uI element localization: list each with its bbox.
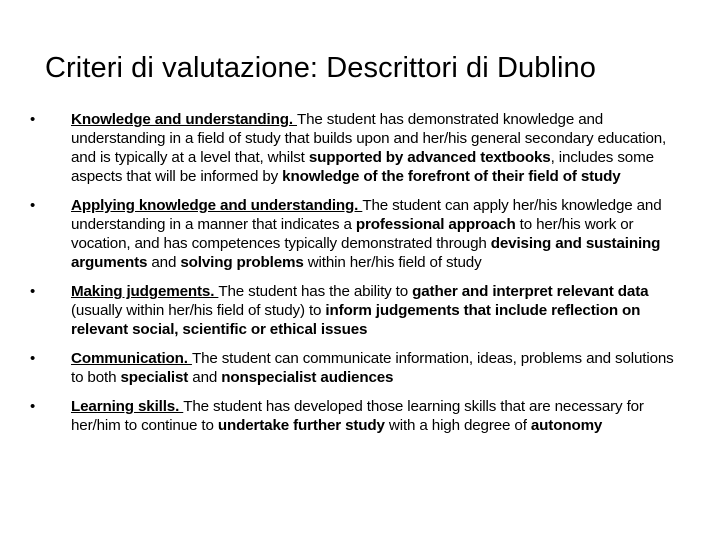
bold-phrase: inform judgements that include reflection on relevant social, scientific or ethical issues	[71, 302, 641, 338]
body-text: and	[147, 254, 181, 271]
bullet-text	[71, 283, 648, 338]
body-text: The student has the ability to	[218, 283, 413, 300]
bullet-text	[71, 350, 674, 386]
bullet-dot-icon: •	[30, 398, 36, 415]
bullet-heading-wrap	[71, 350, 192, 367]
body-text: (usually within her/his field of study) to	[71, 302, 326, 319]
bold-phrase: undertake further study	[217, 417, 385, 434]
bullet-text	[71, 197, 662, 271]
bold-phrase: specialist	[120, 369, 189, 386]
bullet-heading-wrap	[71, 111, 297, 128]
bullet-heading: Learning skills.	[71, 398, 184, 415]
body-text: The student has demonstrated knowledge and understanding in a field of study that builds upon and her/his general secondary education, and is typically at a level that, whilst	[71, 111, 667, 166]
bullet-heading: Making judgements.	[71, 283, 219, 300]
bullet-heading: Communication.	[71, 350, 192, 367]
body-text: with a high degree of	[384, 417, 531, 434]
body-text: and	[188, 369, 222, 386]
body-text: The student can communicate information, ideas, problems and solutions to both	[71, 350, 674, 386]
bold-phrase: professional approach	[355, 216, 516, 233]
bold-phrase: devising and sustaining arguments	[71, 235, 661, 271]
bold-phrase: knowledge of the forefront of their field of study	[282, 168, 621, 185]
slide-title: Criteri di valutazione: Descrittori di Dublino	[45, 52, 596, 84]
bullet-heading: Applying knowledge and understanding.	[71, 197, 363, 214]
bullet-heading: Knowledge and understanding.	[71, 111, 297, 128]
bullet-item	[30, 349, 690, 387]
bold-phrase: nonspecialist audiences	[221, 369, 394, 386]
bullet-item	[30, 110, 690, 186]
bullet-dot-icon: •	[30, 283, 36, 300]
bullet-heading-wrap	[71, 197, 362, 214]
bullet-list	[30, 110, 690, 445]
body-text: The student has developed those learning skills that are necessary for her/him to continue to	[71, 398, 644, 434]
body-text: within her/his field of study	[303, 254, 482, 271]
bullet-heading-wrap	[71, 283, 218, 300]
bold-phrase: supported by advanced textbooks	[308, 149, 551, 166]
bullet-item	[30, 397, 690, 435]
body-text: , includes some aspects that will be informed by	[71, 149, 654, 185]
bullet-dot-icon: •	[30, 111, 36, 128]
bold-phrase: autonomy	[530, 417, 603, 434]
bullet-text	[71, 398, 644, 434]
bullet-dot-icon: •	[30, 350, 36, 367]
bullet-dot-icon: •	[30, 197, 36, 214]
bullet-heading-wrap	[71, 398, 183, 415]
bold-phrase: gather and interpret relevant data	[412, 283, 649, 300]
body-text: The student can apply her/his knowledge and understanding in a manner that indicates a	[71, 197, 662, 233]
bullet-item	[30, 282, 690, 339]
bullet-item	[30, 196, 690, 272]
body-text: to her/his work or vocation, and has competences typically demonstrated through	[71, 216, 634, 252]
bold-phrase: solving problems	[180, 254, 304, 271]
bullet-text	[71, 111, 666, 185]
